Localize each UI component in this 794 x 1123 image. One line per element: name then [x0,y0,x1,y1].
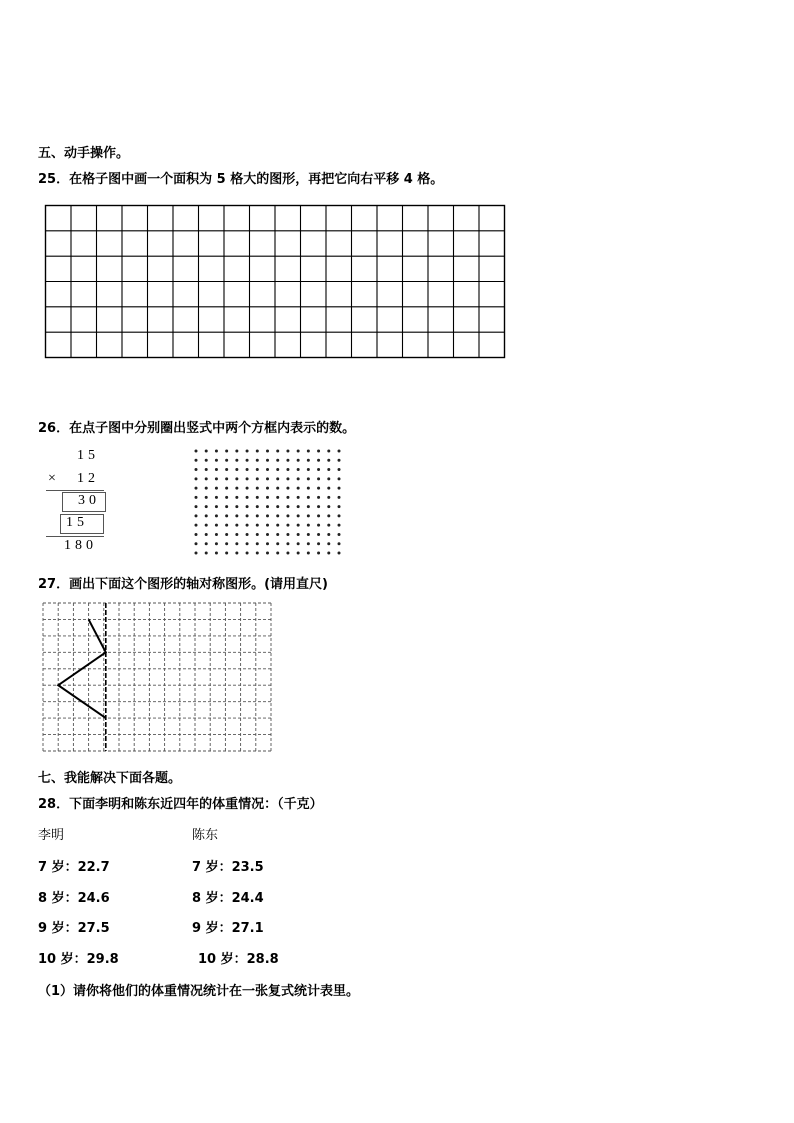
dot [235,542,238,545]
dot [256,533,259,536]
dot [327,477,330,480]
dot [286,524,289,527]
question-28-sub-1: （1）请你将他们的体重情况统计在一张复式统计表里。 [38,984,360,999]
dot [205,505,208,508]
dot [327,542,330,545]
dot [297,524,300,527]
dot [195,542,198,545]
dot [256,459,259,462]
dot [266,542,269,545]
dot [256,552,259,555]
dot [225,459,228,462]
dot [286,459,289,462]
dot [338,487,341,490]
dot [276,459,279,462]
dot [317,542,320,545]
dot [338,477,341,480]
dot [215,514,218,517]
dot [246,524,249,527]
dot [256,450,259,453]
dot [246,542,249,545]
dot [286,477,289,480]
dot [276,450,279,453]
dot [286,533,289,536]
dot [327,552,330,555]
section-5-heading: 五、动手操作。 [38,146,130,161]
dot [256,505,259,508]
product-result: 180 [64,538,97,553]
multiplication-line [46,490,104,491]
dot [225,514,228,517]
dot [317,524,320,527]
dot [276,505,279,508]
dot [317,533,320,536]
dot [327,533,330,536]
dot [297,552,300,555]
dot [205,542,208,545]
dot [195,552,198,555]
dot [297,496,300,499]
dot [307,477,310,480]
dot [317,505,320,508]
person-name-chen-dong: 陈东 [192,828,219,843]
dot [297,477,300,480]
dot [205,487,208,490]
dot [225,524,228,527]
dot [246,533,249,536]
dot [286,505,289,508]
dot [266,514,269,517]
dot [327,524,330,527]
dot [327,514,330,517]
multiplicand: 15 [77,448,99,463]
dot [266,552,269,555]
li-ming-age-10: 10 岁：29.8 [38,952,119,967]
dot [246,477,249,480]
dot [307,524,310,527]
dot [235,505,238,508]
dot [215,505,218,508]
dot [286,542,289,545]
person-name-li-ming: 李明 [38,828,65,843]
dot [338,552,341,555]
dot [286,450,289,453]
dot [307,552,310,555]
sum-line [46,536,104,537]
dot [215,524,218,527]
dot [256,487,259,490]
dot [276,524,279,527]
dot [286,552,289,555]
dot [215,552,218,555]
question-26-text: 26．在点子图中分别圈出竖式中两个方框内表示的数。 [38,421,356,436]
dot [307,496,310,499]
dot [286,487,289,490]
dot [307,450,310,453]
dot [317,514,320,517]
chen-dong-age-8: 8 岁：24.4 [192,891,264,906]
dot [246,552,249,555]
dot [246,514,249,517]
dot [307,533,310,536]
question-25-text: 25．在格子图中画一个面积为 5 格大的图形，再把它向右平移 4 格。 [38,172,444,187]
dot [215,477,218,480]
dot [256,524,259,527]
dot [266,524,269,527]
dot [215,468,218,471]
dot [235,459,238,462]
dot [338,524,341,527]
dot [195,468,198,471]
dot [266,468,269,471]
dot [205,552,208,555]
dot [338,468,341,471]
dot [307,459,310,462]
dot [195,450,198,453]
dot [225,552,228,555]
dot [297,533,300,536]
dot [297,542,300,545]
dot [246,505,249,508]
dot [225,450,228,453]
chen-dong-age-9: 9 岁：27.1 [192,921,264,936]
dot [276,533,279,536]
dot [205,450,208,453]
dot [307,542,310,545]
dot [266,450,269,453]
dot [256,542,259,545]
dot [276,477,279,480]
dot [327,487,330,490]
partial-product-2: 15 [66,515,88,530]
dot [215,450,218,453]
dot [297,487,300,490]
dot [276,514,279,517]
dot [256,468,259,471]
dot [195,496,198,499]
partial-product-1: 30 [78,493,100,508]
dot [256,496,259,499]
dot [266,477,269,480]
dot [256,477,259,480]
dot [225,468,228,471]
dot [266,496,269,499]
dot [246,487,249,490]
dot [195,524,198,527]
dot [317,468,320,471]
dot [225,533,228,536]
dot [276,542,279,545]
dot [235,533,238,536]
dot [246,468,249,471]
dot [317,459,320,462]
dot [235,496,238,499]
dot [256,514,259,517]
square-grid-q25 [45,205,505,359]
chen-dong-age-10: 10 岁：28.8 [198,952,279,967]
dot [317,552,320,555]
dot [215,487,218,490]
dot [338,459,341,462]
li-ming-age-8: 8 岁：24.6 [38,891,110,906]
dot [276,552,279,555]
li-ming-age-9: 9 岁：27.5 [38,921,110,936]
dot [327,450,330,453]
dot [317,487,320,490]
dot [266,533,269,536]
dot [215,459,218,462]
multiply-operator: × [48,471,60,486]
dot [307,468,310,471]
dot [225,477,228,480]
dot [338,542,341,545]
dashed-grid-q27 [42,602,272,754]
dot [276,496,279,499]
dot [205,477,208,480]
dot [246,496,249,499]
dot [338,533,341,536]
dot [266,487,269,490]
dot [307,514,310,517]
dot [297,505,300,508]
dot [235,524,238,527]
multiplier: 12 [77,471,99,486]
dot [235,514,238,517]
dot [205,524,208,527]
dot [195,459,198,462]
dot [205,514,208,517]
li-ming-age-7: 7 岁：22.7 [38,860,110,875]
dot [338,496,341,499]
dot [235,487,238,490]
dot [327,459,330,462]
chen-dong-age-7: 7 岁：23.5 [192,860,264,875]
dot [307,505,310,508]
dot [195,533,198,536]
dot [225,487,228,490]
dot [286,468,289,471]
dot [205,496,208,499]
dot [246,450,249,453]
dot [205,468,208,471]
dot [195,477,198,480]
dot [327,468,330,471]
dot [297,514,300,517]
dot [215,533,218,536]
dot [195,487,198,490]
dot [215,542,218,545]
dot [195,505,198,508]
dot [225,505,228,508]
dot [338,450,341,453]
dot [235,552,238,555]
dot [205,459,208,462]
dot [338,505,341,508]
dot [307,487,310,490]
dot [266,505,269,508]
dot [297,468,300,471]
question-28-text: 28．下面李明和陈东近四年的体重情况：（千克） [38,797,323,812]
dot [266,459,269,462]
dot [276,468,279,471]
dot [286,514,289,517]
dot [297,450,300,453]
dot [327,505,330,508]
dot [235,450,238,453]
dot [338,514,341,517]
dot [246,459,249,462]
dot [276,487,279,490]
dot [225,496,228,499]
dot [317,450,320,453]
dot-grid-q26 [194,449,340,555]
dot [317,477,320,480]
dot [235,477,238,480]
dot [235,468,238,471]
dot [225,542,228,545]
dot [286,496,289,499]
dot [215,496,218,499]
dot [317,496,320,499]
section-7-heading: 七、我能解决下面各题。 [38,771,182,786]
dot [297,459,300,462]
dot [195,514,198,517]
dot [205,533,208,536]
dot [327,496,330,499]
question-27-text: 27．画出下面这个图形的轴对称图形。(请用直尺) [38,577,328,592]
